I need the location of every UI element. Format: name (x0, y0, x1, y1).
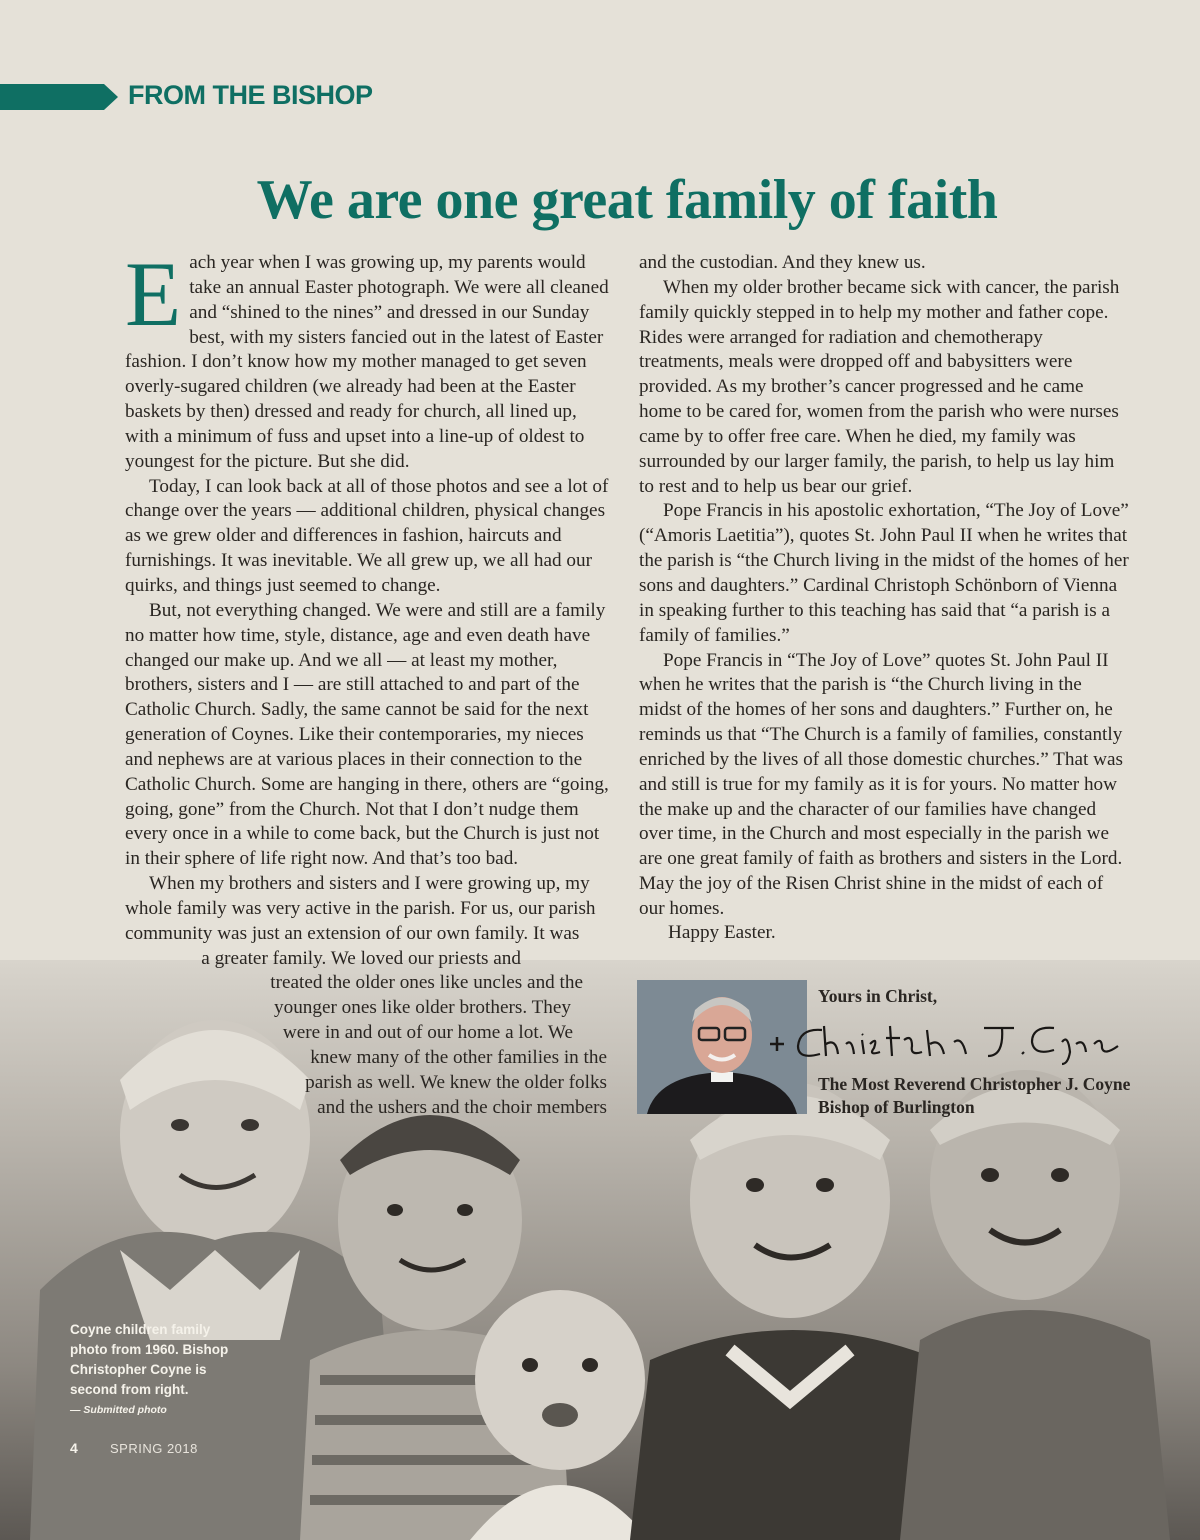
article-paragraph: But, not everything changed. We were and still are a family no matter how time, style, distance, age and even death have changed our make up. And we all — at least my mother, brothers, sisters and I — are still attached to and part of the Catholic Church. Sadly, the same cannot be said for the next generation of Coynes. Like their contemporaries, my nieces and nephews are at various places in their connection to the Catholic Church. Some are hanging in there, others are “going, going, gone” from the Church. Not that I don’t nudge them every once in a while to come back, but the Church is just not in their sphere of life right now. And that’s too bad. (125, 599, 609, 870)
signature (762, 1016, 1132, 1071)
drop-cap: E (125, 243, 182, 345)
section-marker (0, 84, 118, 110)
photo-caption (70, 1320, 230, 1420)
article-tail (125, 947, 615, 1121)
valediction: Yours in Christ, (818, 986, 938, 1006)
article-paragraph: Today, I can look back at all of those photos and see a lot of change over the years — additional children, physical changes as we grew older and differences in fashion, haircuts and furnishings. It was inevitable. We all grew up, we all had our quirks, and things just seemed to change. (125, 475, 609, 596)
article-paragraph: ach year when I was growing up, my parents would take an annual Easter photograph. We were all cleaned and “shined to the nines” and dressed in our Sunday best, with my sisters fancied out in the latest of Easter fashion. I don’t know how my mother managed to get seven overly-sugared children (we already had been at the Easter baskets by then) dressed and ready for church, all lined up, with a minimum of fuss and upset into a line-up of oldest to youngest for the picture. But she did. (125, 252, 609, 472)
closing-line: Happy Easter. (668, 922, 776, 943)
signer-title: The Most Reverend Christopher J. Coyne (818, 1074, 1131, 1094)
article-line: parish as well. We knew the older folks (305, 1071, 607, 1093)
article-line: knew many of the other families in the (310, 1047, 607, 1068)
article-paragraph: Pope Francis in “The Joy of Love” quotes St. John Paul II when he writes that the parish is “the Church living in the midst of the homes of her sons and daughters.” Further on, he reminds us that “The Church is a family of families, constantly enriched by the lives of all those domestic churches.” That was and still is true for my family as it is for yours. No matter how the make up and the character of our families have changed over time, in the Church and most especially in the parish we are one great family of faith as brothers and sisters in the Lord. May the joy of the Risen Christ shine in the midst of each of our homes. (639, 649, 1123, 919)
article-line: were in and out of our home a lot. We (282, 1022, 573, 1044)
article-paragraph: Pope Francis in his apostolic exhortation, “The Joy of Love” (“Amoris Laetitia”), quotes St. John Paul II when he writes that the parish is “the Church living in the midst of the homes of her sons and daughters.” Cardinal Christoph Schönborn of Vienna in speaking further to this teaching has said that “a parish is a family of families.” (639, 500, 1129, 646)
article-paragraph: and the custodian. And they knew us. (639, 252, 926, 273)
photo-credit: — Submitted photo (70, 1404, 167, 1416)
article-paragraph: When my brothers and sisters and I were growing up, my whole family was very active in the parish. For us, our parish community was just an extension of our own family. It was (125, 873, 596, 944)
headline: We are one great family of faith (256, 169, 998, 231)
signer-office: Bishop of Burlington (818, 1097, 975, 1117)
article-line: and the ushers and the choir members (317, 1096, 607, 1118)
section-label: FROM THE BISHOP (128, 80, 373, 110)
caption-text: Coyne children family photo from 1960. Bishop Christopher Coyne is second from right. (70, 1322, 229, 1397)
article-column-left (125, 243, 615, 1121)
article-line: a greater family. We loved our priests and (201, 947, 521, 969)
article-column-right (639, 251, 1129, 922)
article-line: treated the older ones like uncles and the (270, 972, 583, 994)
article-paragraph: When my older brother became sick with cancer, the parish family quickly stepped in to help my mother and father cope. Rides were arranged for radiation and chemotherapy treatments, meals were dropped off and babysitters were provided. As my brother’s cancer progressed and he came home to be cared for, women from the parish who were nurses came by to offer free care. When he died, my family was surrounded by our larger family, the parish, to help us lay him to rest and to help us bear our grief. (639, 276, 1120, 497)
issue-label: SPRING 2018 (110, 1441, 198, 1456)
article-line: younger ones like older brothers. They (274, 997, 571, 1019)
page-number: 4 (70, 1440, 78, 1456)
